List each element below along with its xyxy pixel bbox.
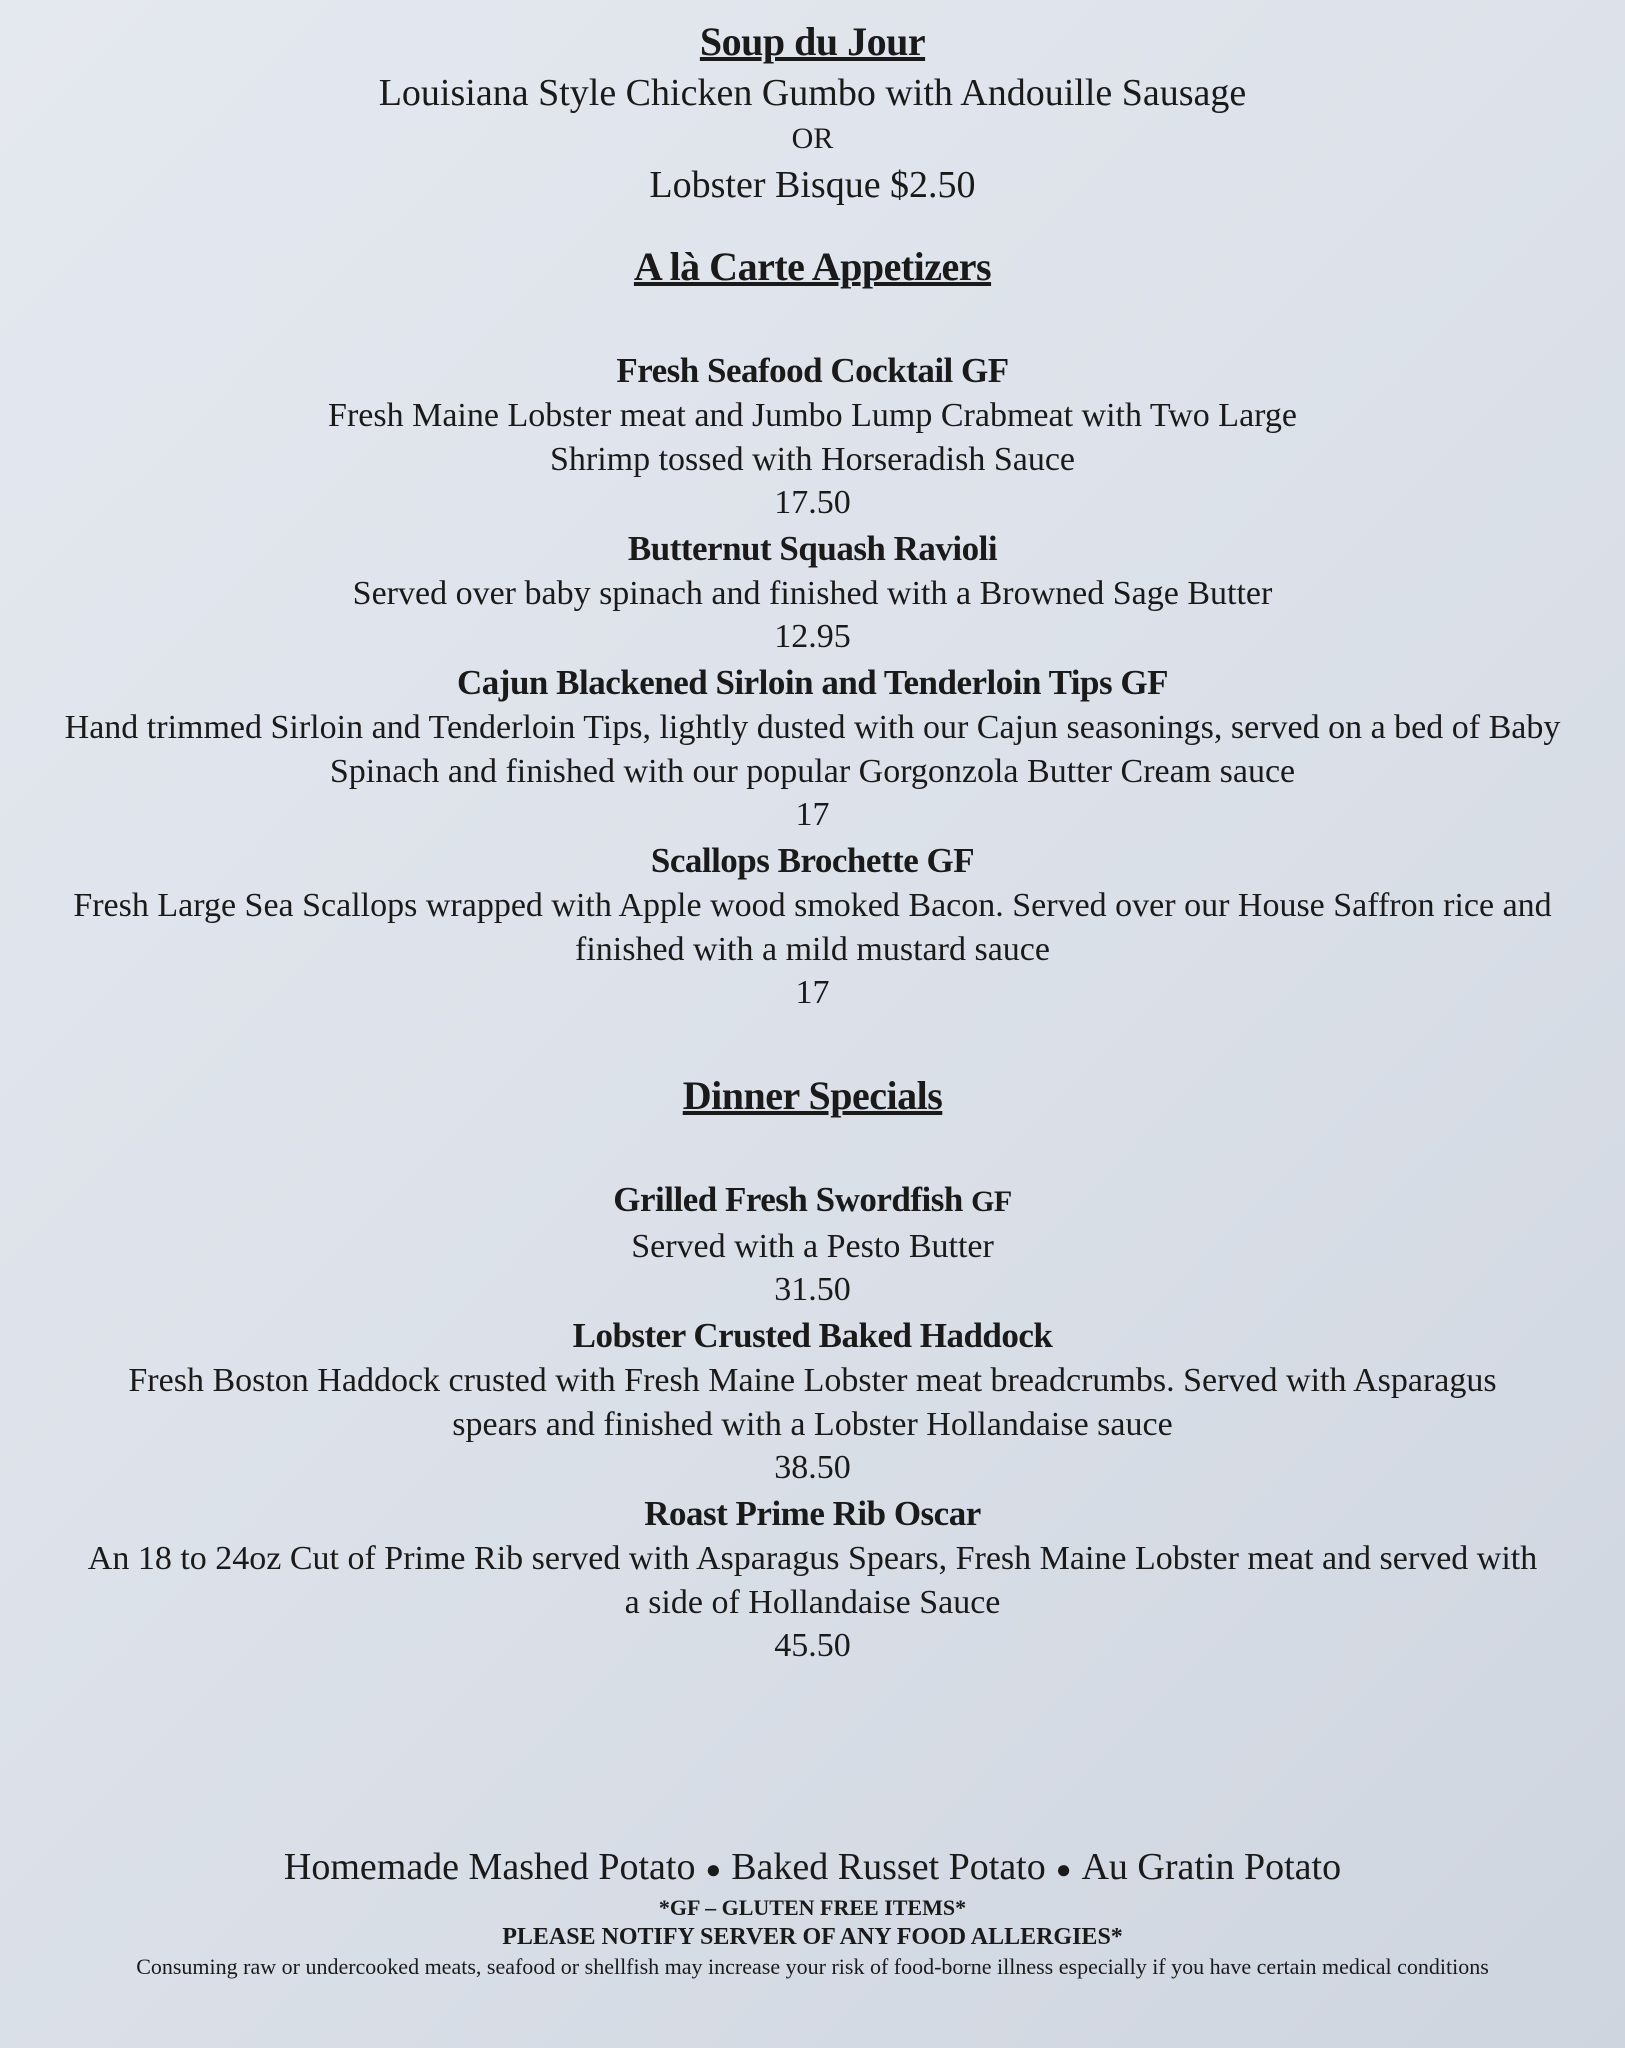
side-item: Au Gratin Potato [1081, 1846, 1342, 1888]
soup-heading: Soup du Jour [699, 19, 926, 64]
gluten-free-note: *GF – GLUTEN FREE ITEMS* [658, 1895, 967, 1921]
dinner-name: Roast Prime Rib Oscar [644, 1494, 981, 1533]
appetizer-price: 12.95 [774, 618, 851, 655]
appetizer-description: Hand trimmed Sirloin and Tenderloin Tips, lightly dusted with our Cajun seasonings, served on a bed of Baby Spinach and finished with our popular Gorgonzola Butter Cream sauce [64, 709, 1561, 790]
appetizer-description: Fresh Maine Lobster meat and Jumbo Lump Crabmeat with Two Large Shrimp tossed with Horseradish Sauce [328, 397, 1297, 478]
appetizer-description: Fresh Large Sea Scallops wrapped with Apple wood smoked Bacon. Served over our House Saffron rice and finished with a mild mustard sauce [73, 887, 1552, 968]
bullet-icon: ● [705, 1855, 722, 1885]
dinner-description: An 18 to 24oz Cut of Prime Rib served with Asparagus Spears, Fresh Maine Lobster meat and served with a side of Hollandaise Sauce [87, 1540, 1538, 1621]
dinner-price: 31.50 [774, 1271, 851, 1308]
appetizer-item [0, 660, 1625, 836]
gluten-free-tag: GF [971, 1185, 1012, 1218]
appetizer-price: 17 [795, 796, 830, 833]
dinner-item [0, 1313, 1625, 1489]
soup-option-bisque: Lobster Bisque $2.50 [649, 164, 976, 206]
side-item: Homemade Mashed Potato [283, 1846, 696, 1888]
appetizer-name: Cajun Blackened Sirloin and Tenderloin Tips GF [457, 663, 1168, 702]
dinner-price: 45.50 [774, 1627, 851, 1664]
appetizer-name: Scallops Brochette GF [650, 841, 975, 880]
dinner-name: Lobster Crusted Baked Haddock [572, 1316, 1053, 1355]
side-item: Baked Russet Potato [731, 1846, 1046, 1888]
appetizers-heading: A là Carte Appetizers [633, 244, 992, 289]
appetizer-item [0, 348, 1625, 524]
dinner-name [0, 1177, 1625, 1225]
appetizer-name: Butternut Squash Ravioli [627, 529, 998, 568]
appetizer-price: 17 [795, 974, 830, 1011]
soup-option-gumbo: Louisiana Style Chicken Gumbo with Andouille Sausage [378, 72, 1247, 114]
dinner-item [0, 1177, 1625, 1311]
appetizer-item [0, 526, 1625, 658]
food-safety-disclaimer: Consuming raw or undercooked meats, seafood or shellfish may increase your risk of food-borne illness especially if you have certain medical conditions [136, 1954, 1489, 1980]
appetizer-price: 17.50 [774, 484, 851, 521]
dinner-heading: Dinner Specials [682, 1073, 943, 1118]
dinner-item [0, 1491, 1625, 1667]
appetizer-name: Fresh Seafood Cocktail GF [616, 351, 1009, 390]
dinner-description: Served with a Pesto Butter [631, 1228, 994, 1265]
bullet-icon: ● [1055, 1855, 1072, 1885]
dinner-description: Fresh Boston Haddock crusted with Fresh Maine Lobster meat breadcrumbs. Served with Asparagus spears and finished with a Lobster Hollandaise sauce [128, 1362, 1497, 1443]
sides-line [0, 1843, 1625, 1894]
appetizer-item [0, 838, 1625, 1014]
allergy-notice: PLEASE NOTIFY SERVER OF ANY FOOD ALLERGIES* [502, 1924, 1123, 1951]
soup-or-divider: OR [791, 122, 834, 155]
dinner-name-text: Grilled Fresh Swordfish [613, 1180, 963, 1219]
appetizer-description: Served over baby spinach and finished with a Browned Sage Butter [352, 575, 1273, 612]
dinner-price: 38.50 [774, 1449, 851, 1486]
